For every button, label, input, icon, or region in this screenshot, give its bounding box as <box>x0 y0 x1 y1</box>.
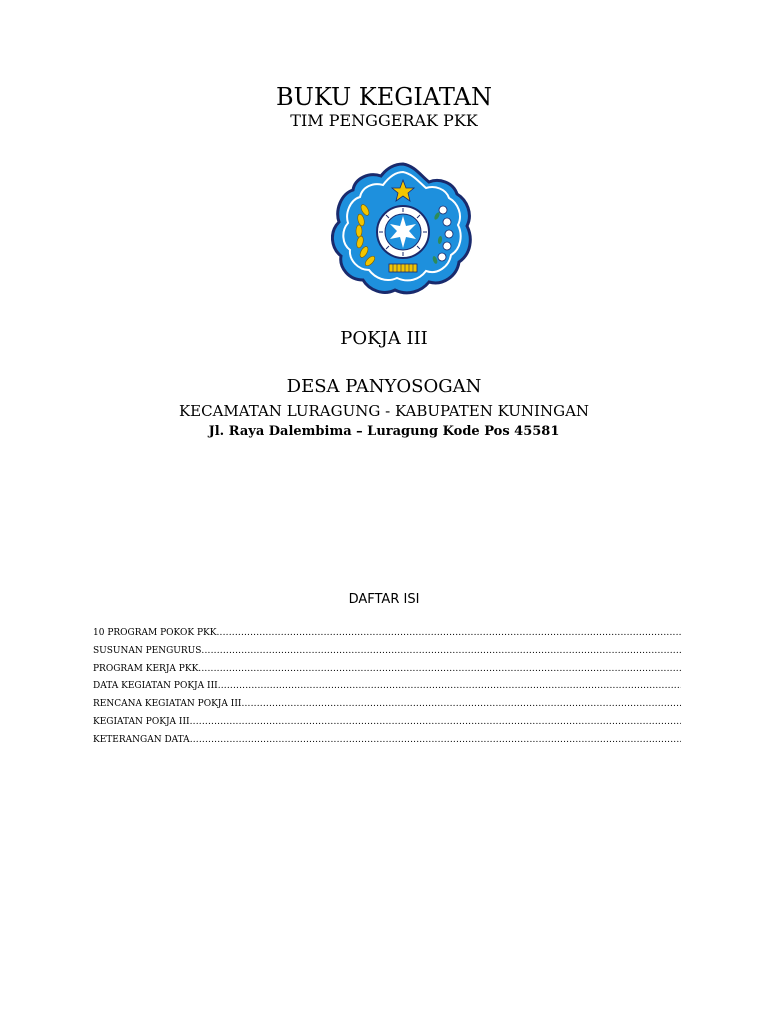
toc-leader <box>241 696 681 714</box>
pkk-emblem-icon <box>331 160 476 298</box>
toc-leader <box>216 625 681 643</box>
toc-item <box>93 625 681 643</box>
address-line: Jl. Raya Dalembima – Luragung Kode Pos 45581 <box>208 424 560 439</box>
toc-item-label: RENCANA KEGIATAN POKJA III <box>93 699 242 710</box>
toc-item-label: PROGRAM KERJA PKK <box>93 663 199 674</box>
toc-heading: DAFTAR ISI <box>348 592 420 607</box>
table-of-contents <box>93 625 681 750</box>
toc-leader <box>190 714 681 732</box>
kecamatan-line: KECAMATAN LURAGUNG - KABUPATEN KUNINGAN <box>178 402 590 420</box>
toc-item <box>93 714 681 732</box>
document-subtitle: TIM PENGGERAK PKK <box>290 111 478 130</box>
document-title: BUKU KEGIATAN <box>276 83 492 111</box>
toc-leader <box>201 643 681 661</box>
toc-leader <box>218 678 681 696</box>
toc-leader <box>190 732 681 750</box>
toc-item <box>93 732 681 750</box>
toc-item-label: DATA KEGIATAN POKJA III <box>93 681 218 692</box>
toc-item-label: SUSUNAN PENGURUS <box>93 645 202 656</box>
toc-item <box>93 643 681 661</box>
toc-item <box>93 678 681 696</box>
desa-heading: DESA PANYOSOGAN <box>286 376 482 397</box>
toc-item-label: KETERANGAN DATA <box>93 734 190 745</box>
toc-item <box>93 661 681 679</box>
toc-item <box>93 696 681 714</box>
pokja-heading: POKJA III <box>340 328 428 349</box>
toc-item-label: KEGIATAN POKJA III <box>93 716 190 727</box>
toc-leader <box>198 661 681 679</box>
toc-item-label: 10 PROGRAM POKOK PKK <box>93 628 217 638</box>
